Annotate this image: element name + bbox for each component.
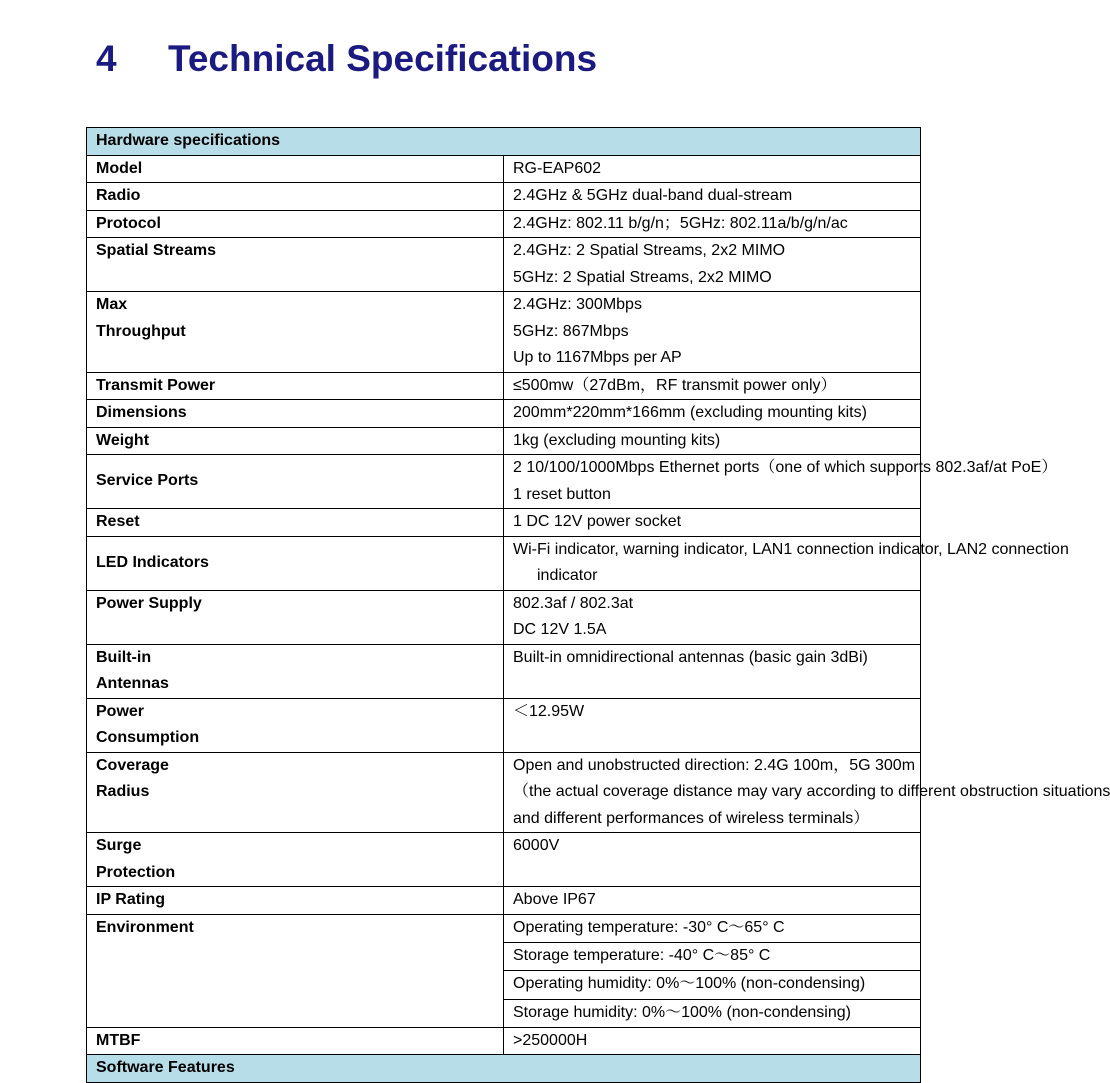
spec-label: Transmit Power <box>87 372 504 400</box>
section-header-row <box>87 128 921 156</box>
spec-value: Above IP67 <box>504 887 921 915</box>
spec-value: 6000V <box>504 833 921 887</box>
spec-row-reset <box>87 509 921 537</box>
spec-label: LED Indicators <box>87 536 504 590</box>
spec-row-txpower <box>87 372 921 400</box>
spec-label: Reset <box>87 509 504 537</box>
spec-value: 2.4GHz: 300Mbps 5GHz: 867Mbps Up to 1167Mbps per AP <box>504 292 921 373</box>
spec-value: 1 DC 12V power socket <box>504 509 921 537</box>
spec-label: Surge Protection <box>87 833 504 887</box>
section-title: Technical Specifications <box>168 38 598 79</box>
spec-row-ip <box>87 887 921 915</box>
spec-value: ≤500mw（27dBm，RF transmit power only） <box>504 372 921 400</box>
spec-label: Model <box>87 155 504 183</box>
spec-value: Operating humidity: 0%～100% (non-condensing) <box>504 970 921 999</box>
hardware-section-header: Hardware specifications <box>87 128 921 156</box>
spec-value: 2.4GHz & 5GHz dual-band dual-stream <box>504 183 921 211</box>
spec-value: 2.4GHz: 2 Spatial Streams, 2x2 MIMO 5GHz: 2 Spatial Streams, 2x2 MIMO <box>504 238 921 292</box>
spec-label: Power Consumption <box>87 698 504 752</box>
spec-row-protocol <box>87 210 921 238</box>
spec-value: Open and unobstructed direction: 2.4G 100m，5G 300m （the actual coverage distance may vary according to different obstruction situations and different performances of wireless terminals） <box>504 752 921 833</box>
spec-table <box>86 127 1110 1083</box>
spec-label: Dimensions <box>87 400 504 428</box>
spec-value: Storage temperature: -40° C～85° C <box>504 942 921 970</box>
spec-value: RG-EAP602 <box>504 155 921 183</box>
spec-row-weight <box>87 427 921 455</box>
spec-row-throughput <box>87 292 921 373</box>
spec-label: IP Rating <box>87 887 504 915</box>
spec-label: Radio <box>87 183 504 211</box>
spec-value: Operating temperature: -30° C～65° C <box>504 914 921 942</box>
spec-value: 802.3af / 802.3at DC 12V 1.5A <box>504 590 921 644</box>
spec-row-dimensions <box>87 400 921 428</box>
spec-label: Max Throughput <box>87 292 504 373</box>
spec-row-antennas <box>87 644 921 698</box>
spec-row-consumption <box>87 698 921 752</box>
spec-label: Spatial Streams <box>87 238 504 292</box>
spec-row-mtbf <box>87 1027 921 1055</box>
spec-row-power-supply <box>87 590 921 644</box>
spec-row-ports <box>87 455 921 509</box>
spec-value: Built-in omnidirectional antennas (basic gain 3dBi) <box>504 644 921 698</box>
spec-value: 1kg (excluding mounting kits) <box>504 427 921 455</box>
spec-label: Environment <box>87 914 504 1027</box>
spec-label: Built-in Antennas <box>87 644 504 698</box>
spec-row-radio <box>87 183 921 211</box>
spec-value: Storage humidity: 0%～100% (non-condensing) <box>504 999 921 1027</box>
spec-value: >250000H <box>504 1027 921 1055</box>
spec-label: Weight <box>87 427 504 455</box>
section-number: 4 <box>96 38 117 79</box>
spec-row-led <box>87 536 921 590</box>
spec-row-surge <box>87 833 921 887</box>
spec-row-model <box>87 155 921 183</box>
section-heading <box>96 38 597 80</box>
spec-value: ＜12.95W <box>504 698 921 752</box>
spec-label: Protocol <box>87 210 504 238</box>
spec-row-coverage <box>87 752 921 833</box>
spec-value: 200mm*220mm*166mm (excluding mounting kits) <box>504 400 921 428</box>
spec-value: 2.4GHz: 802.11 b/g/n；5GHz: 802.11a/b/g/n/ac <box>504 210 921 238</box>
spec-label: Power Supply <box>87 590 504 644</box>
software-section-header: Software Features <box>87 1055 921 1083</box>
spec-value: 2 10/100/1000Mbps Ethernet ports（one of which supports 802.3af/at PoE） 1 reset button <box>504 455 921 509</box>
spec-row-environment <box>87 914 921 942</box>
spec-label: MTBF <box>87 1027 504 1055</box>
spec-row-streams <box>87 238 921 292</box>
spec-value: Wi-Fi indicator, warning indicator, LAN1 connection indicator, LAN2 connection indicator <box>504 536 921 590</box>
section-header-row <box>87 1055 921 1083</box>
spec-label: Coverage Radius <box>87 752 504 833</box>
spec-label: Service Ports <box>87 455 504 509</box>
